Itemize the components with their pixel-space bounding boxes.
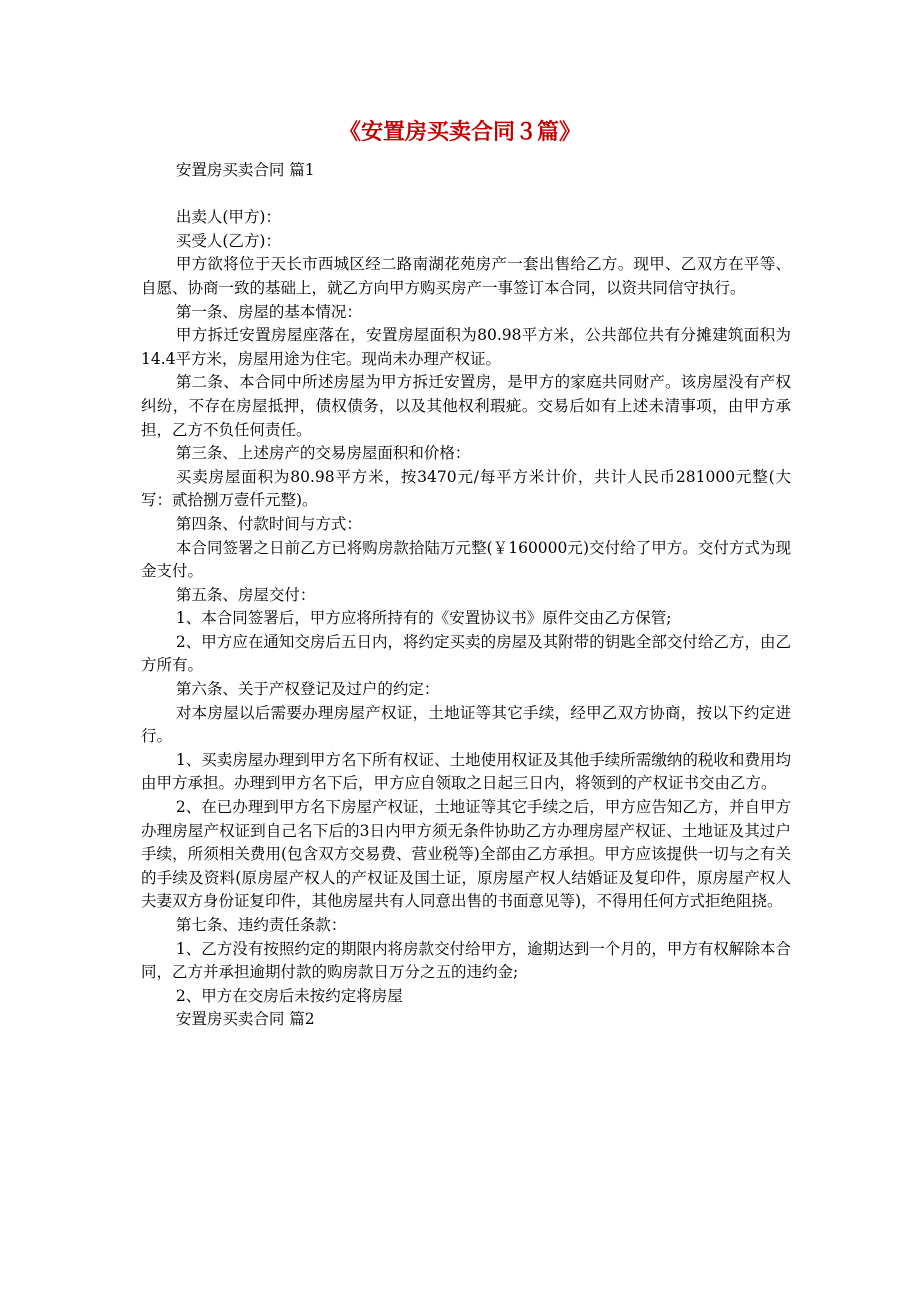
paragraph: 本合同签署之日前乙方已将购房款拾陆万元整(￥160000元)交付给了甲方。交付方式为现金支付。 (141, 538, 791, 581)
document-body (141, 159, 791, 1032)
article-heading: 第四条、付款时间与方式： (175, 514, 362, 533)
buyer-line: 买受人(乙方)： (175, 231, 281, 250)
paragraph: 1、本合同签署后，甲方应将所持有的《安置协议书》原件交由乙方保管; (175, 609, 672, 628)
paragraph: 第二条、本合同中所述房屋为甲方拆迁安置房，是甲方的家庭共同财产。该房屋没有产权纠纷，不存在房屋抵押，债权债务，以及其他权利瑕疵。交易后如有上述未清事项，由甲方承担，乙方不负任何责任。 (141, 373, 791, 439)
section-heading: 安置房买卖合同 篇1 (175, 161, 315, 179)
article-heading: 第五条、房屋交付： (175, 585, 316, 604)
blank-line (141, 183, 791, 207)
article-heading: 第六条、关于产权登记及过户的约定： (175, 680, 440, 699)
article-heading: 第一条、房屋的基本情况： (175, 302, 362, 321)
article-heading: 第三条、上述房产的交易房屋面积和价格： (175, 444, 471, 463)
paragraph: 买卖房屋面积为80.98平方米，按3470元/每平方米计价，共计人民币281000元整(大写：贰拾捌万壹仟元整)。 (141, 467, 791, 510)
section-heading: 安置房买卖合同 篇2 (175, 1010, 315, 1029)
paragraph: 1、乙方没有按照约定的期限内将房款交付给甲方，逾期达到一个月的，甲方有权解除本合同，乙方并承担逾期付款的购房款日万分之五的违约金; (141, 939, 791, 982)
paragraph: 对本房屋以后需要办理房屋产权证，土地证等其它手续，经甲乙双方协商，按以下约定进行。 (141, 703, 791, 746)
article-heading: 第七条、违约责任条款： (175, 916, 347, 934)
paragraph: 甲方欲将位于天长市西城区经二路南湖花苑房产一套出售给乙方。现甲、乙双方在平等、自愿、协商一致的基础上，就乙方向甲方购买房产一事签订本合同，以资共同信守执行。 (141, 255, 791, 297)
document-title: 《安置房买卖合同３篇》 (338, 119, 581, 145)
paragraph: 甲方拆迁安置房屋座落在，安置房屋面积为80.98平方米，公共部位共有分摊建筑面积为14.4平方米，房屋用途为住宅。现尚未办理产权证。 (141, 326, 791, 368)
paragraph: 2、甲方应在通知交房后五日内，将约定买卖的房屋及其附带的钥匙全部交付给乙方，由乙方所有。 (141, 632, 791, 675)
paragraph: 1、买卖房屋办理到甲方名下所有权证、土地使用权证及其他手续所需缴纳的税收和费用均由甲方承担。办理到甲方名下后，甲方应自领取之日起三日内，将领到的产权证书交由乙方。 (141, 750, 791, 793)
paragraph: 2、在已办理到甲方名下房屋产权证，土地证等其它手续之后，甲方应告知乙方，并自甲方办理房屋产权证到自己名下后的3日内甲方须无条件协助乙方办理房屋产权证、土地证及其过户手续，所须相关费用(包含双方交易费、营业税等)全部由乙方承担。甲方应该提供一切与之有关的手续及资料(原房屋产权人的产权证及国土证，原房屋产权人结婚证及复印件，原房屋产权人夫妻双方身份证复印件，其他房屋共有人同意出售的书面意见等)，不得用任何方式拒绝阻挠。 (141, 798, 791, 911)
paragraph: 2、甲方在交房后未按约定将房屋 (175, 986, 403, 1005)
seller-line: 出卖人(甲方)： (175, 208, 281, 227)
